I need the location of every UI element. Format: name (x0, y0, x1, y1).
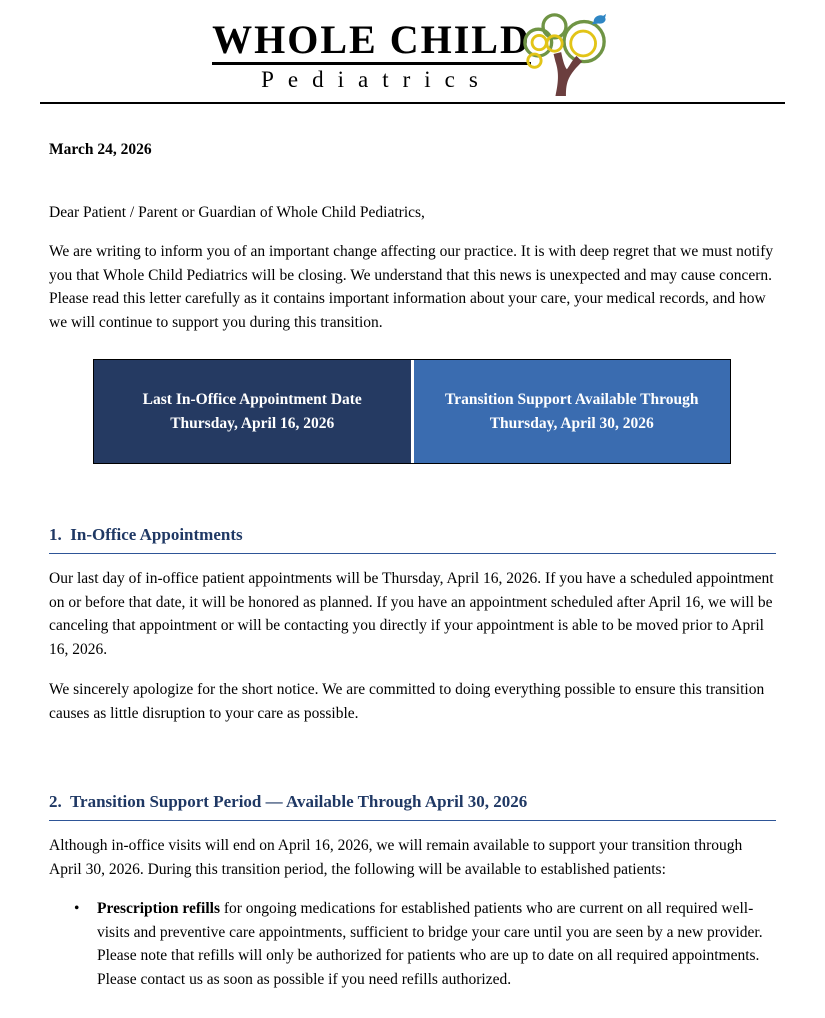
last-appointment-date: Thursday, April 16, 2026 (170, 414, 335, 432)
transition-support-date: Thursday, April 30, 2026 (489, 414, 654, 432)
bullet-bold-lead: Prescription refills (97, 900, 220, 918)
letter-body (0, 138, 825, 992)
salutation: Dear Patient / Parent or Guardian of Whole Child Pediatrics, (49, 203, 425, 221)
logo-title: WHOLE CHILD (212, 20, 531, 65)
list-item (72, 897, 776, 991)
transition-support-box (414, 360, 731, 463)
section-2-paragraph-1: Although in-office visits will end on April 16, 2026, we will remain available to support your transition through April 30, 2026. During this transition period, the following will be available to established patients: (49, 837, 743, 878)
section-in-office-appointments (49, 522, 776, 725)
letterhead (0, 0, 825, 96)
intro-paragraph: We are writing to inform you of an important change affecting our practice. It is with deep regret that we must notify you that Whole Child Pediatrics will be closing. We understand that this news is unexpected and may cause concern. Please read this letter carefully as it contains important information about your care, your medical records, and how we will continue to support you during this transition. (49, 243, 774, 331)
tree-with-bird-icon (517, 12, 613, 96)
section-2-heading: 2. Transition Support Period — Available Through April 30, 2026 (49, 789, 776, 821)
section-transition-support (49, 789, 776, 991)
letter-date: March 24, 2026 (49, 141, 152, 158)
last-appointment-title: Last In-Office Appointment Date (142, 390, 362, 408)
section-1-paragraph-1: Our last day of in-office patient appointments will be Thursday, April 16, 2026. If you have a scheduled appointment on or before that date, it will be honored as planned. If you have an appointment scheduled after April 16, we will be canceling that appointment or will be contacting you directly if your appointment is able to be moved prior to April 16, 2026. (49, 570, 774, 658)
logo-text (212, 16, 531, 93)
bullet-text (97, 897, 776, 991)
key-dates-table (93, 359, 731, 464)
bullet-icon: • (74, 900, 80, 918)
bullet-body: for ongoing medications for established patients who are current on all required well-visits and preventive care appointments, sufficient to bridge your care until you are seen by a new provider. Please note that refills will only be authorized for patients who are up to date on all required appointments. Please contact us as soon as possible if you need refills authorized. (97, 900, 763, 988)
section-1-heading: 1. In-Office Appointments (49, 522, 776, 554)
last-appointment-box (94, 360, 414, 463)
transition-bullet-list (49, 897, 776, 991)
logo-subtitle: Pediatrics (261, 66, 492, 92)
practice-logo (212, 16, 613, 96)
section-1-paragraph-2: We sincerely apologize for the short notice. We are committed to doing everything possible to ensure this transition causes as little disruption to your care as possible. (49, 681, 765, 722)
transition-support-title: Transition Support Available Through (445, 390, 699, 408)
header-divider (40, 102, 785, 104)
